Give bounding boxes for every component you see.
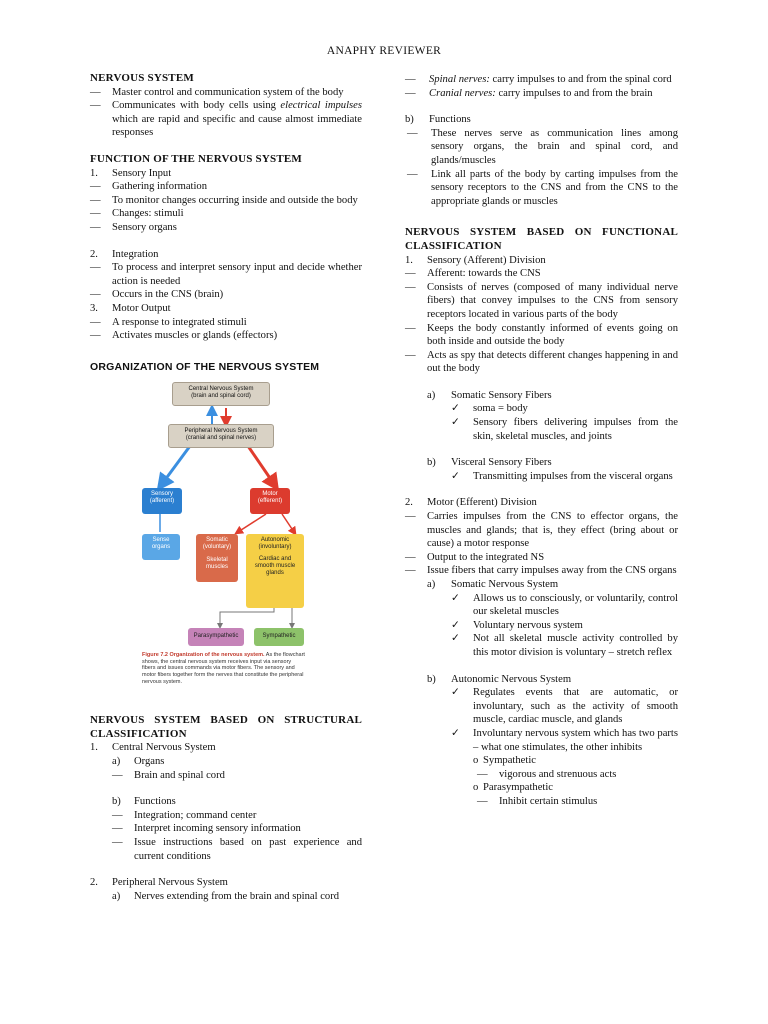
sub-item: b) Functions bbox=[112, 796, 176, 808]
check-item: ✓ Sensory fibers delivering impulses from the skin, skeletal muscles, and joints bbox=[451, 417, 678, 442]
cns-box: Central Nervous System (brain and spinal cord) bbox=[172, 382, 270, 406]
check-item: ✓ Involuntary nervous system which has two parts – what one stimulates, the other inhibits bbox=[451, 727, 678, 753]
sense-organs-box: Sense organs bbox=[142, 534, 180, 560]
list-item: — Interpret incoming sensory information bbox=[112, 823, 301, 835]
heading-nervous-system: NERVOUS SYSTEM bbox=[90, 72, 194, 84]
list-item: — Integration; command center bbox=[112, 809, 257, 821]
circle-item: o Parasympathetic bbox=[473, 782, 554, 794]
list-item: — Communicates with body cells using electrical impulses which are rapid and specific and cause almost immediate responses bbox=[90, 100, 362, 139]
heading-function: FUNCTION OF THE NERVOUS SYSTEM bbox=[90, 152, 302, 165]
circle-item: o Sympathetic bbox=[473, 755, 536, 767]
numbered-item: 2. Integration bbox=[90, 248, 159, 260]
check-item: ✓ Regulates events that are automatic, or involuntary, such as the activity of smooth muscle, cardiac muscle, and glands bbox=[451, 687, 678, 726]
sub-item: a) Nerves extending from the brain and spinal cord bbox=[112, 890, 340, 902]
list-item: — Changes: stimuli bbox=[90, 208, 184, 220]
list-item: — Brain and spinal cord bbox=[112, 769, 225, 781]
numbered-item: 3. Motor Output bbox=[90, 302, 171, 314]
list-item: — To process and interpret sensory input and decide whether action is needed bbox=[90, 262, 362, 287]
figure-caption: Figure 7.2 Organization of the nervous system. As the flowchart shows, the central nervous system receives input via sensory fibers and issues commands via motor fibers. The sensory and motor fibers together form the nerves that constitute the peripheral nervous system. bbox=[142, 652, 305, 685]
check-item: ✓ Allows us to consciously, or voluntarily, control our skeletal muscles bbox=[451, 592, 678, 618]
heading-functional: NERVOUS SYSTEM BASED ON FUNCTIONAL CLASSIFICATION bbox=[405, 226, 678, 252]
list-item: — Cranial nerves: carry impulses to and from the brain bbox=[405, 87, 653, 99]
list-item: — To monitor changes occurring inside and outside the body bbox=[90, 194, 358, 206]
list-item: — Acts as spy that detects different changes happening in and out the body bbox=[405, 349, 678, 375]
left-column bbox=[90, 72, 362, 903]
sensory-box: Sensory (afferent) bbox=[142, 488, 182, 514]
list-item: — vigorous and strenuous acts bbox=[477, 768, 617, 780]
list-item: — Activates muscles or glands (effectors) bbox=[90, 330, 278, 342]
sympathetic-box: Sympathetic bbox=[254, 628, 304, 646]
heading-organization: ORGANIZATION OF THE NERVOUS SYSTEM bbox=[90, 360, 320, 373]
heading-structural: NERVOUS SYSTEM BASED ON STRUCTURAL CLASSIFICATION bbox=[90, 714, 362, 740]
numbered-item: 1. Sensory Input bbox=[90, 167, 172, 179]
sub-item: a) Somatic Sensory Fibers bbox=[427, 389, 552, 401]
pns-box: Peripheral Nervous System (cranial and spinal nerves) bbox=[168, 424, 274, 448]
check-item: ✓ Transmitting impulses from the visceral organs bbox=[451, 470, 673, 482]
numbered-item: 2. Peripheral Nervous System bbox=[90, 877, 228, 889]
right-column bbox=[405, 73, 678, 809]
numbered-item: 1. Sensory (Afferent) Division bbox=[405, 254, 546, 266]
numbered-item: 2. Motor (Efferent) Division bbox=[405, 497, 537, 509]
list-item: — Link all parts of the body by carting impulses from the sensory receptors to the CNS and from the CNS to the appropriate glands or muscles bbox=[407, 168, 678, 207]
list-item: — Consists of nerves (composed of many individual nerve fibers) that convey impulses to the CNS from sensory receptors located in various parts of the body bbox=[405, 281, 678, 320]
list-item: — Sensory organs bbox=[90, 221, 177, 233]
check-item: ✓ soma = body bbox=[451, 403, 528, 415]
parasympathetic-box: Parasympathetic bbox=[188, 628, 244, 646]
list-item: — Carries impulses from the CNS to effector organs, the muscles and glands; that is, they effect (bring about or cause) a motor response bbox=[405, 511, 678, 550]
sub-item: a) Organs bbox=[112, 756, 165, 768]
list-item: — Output to the integrated NS bbox=[405, 551, 545, 563]
check-item: ✓ Not all skeletal muscle activity controlled by this motor division is voluntary – stretch reflex bbox=[451, 633, 678, 658]
numbered-item: 1. Central Nervous System bbox=[90, 742, 216, 754]
list-item: — Gathering information bbox=[90, 181, 208, 193]
list-item: — Master control and communication system of the body bbox=[90, 86, 344, 98]
list-item: — These nerves serve as communication lines among sensory organs, the brain and spinal cord, and glands/muscles bbox=[407, 127, 678, 166]
autonomic-box: Autonomic (involuntary) Cardiac and smooth muscle glands bbox=[246, 534, 304, 608]
check-item: ✓ Voluntary nervous system bbox=[451, 619, 583, 631]
list-item: — Issue fibers that carry impulses away from the CNS organs bbox=[405, 565, 677, 577]
list-item: — Keeps the body constantly informed of events going on both inside and outside the body bbox=[405, 322, 678, 348]
sub-item: b) Visceral Sensory Fibers bbox=[427, 457, 552, 469]
sub-item: b) Functions bbox=[405, 114, 471, 126]
list-item: — Spinal nerves: carry impulses to and from the spinal cord bbox=[405, 74, 672, 85]
list-item: — Occurs in the CNS (brain) bbox=[90, 289, 224, 301]
sub-item: a) Somatic Nervous System bbox=[427, 579, 559, 590]
list-item: — Afferent: towards the CNS bbox=[405, 268, 541, 280]
list-item: — A response to integrated stimuli bbox=[90, 316, 247, 328]
sub-item: b) Autonomic Nervous System bbox=[427, 673, 572, 685]
document-title: ANAPHY REVIEWER bbox=[326, 45, 442, 57]
organization-figure bbox=[142, 380, 332, 710]
somatic-box: Somatic (voluntary) Skeletal muscles bbox=[196, 534, 238, 582]
motor-box: Motor (efferent) bbox=[250, 488, 290, 514]
list-item: — Issue instructions based on past experience and current conditions bbox=[112, 837, 362, 862]
list-item: — Inhibit certain stimulus bbox=[477, 795, 598, 807]
